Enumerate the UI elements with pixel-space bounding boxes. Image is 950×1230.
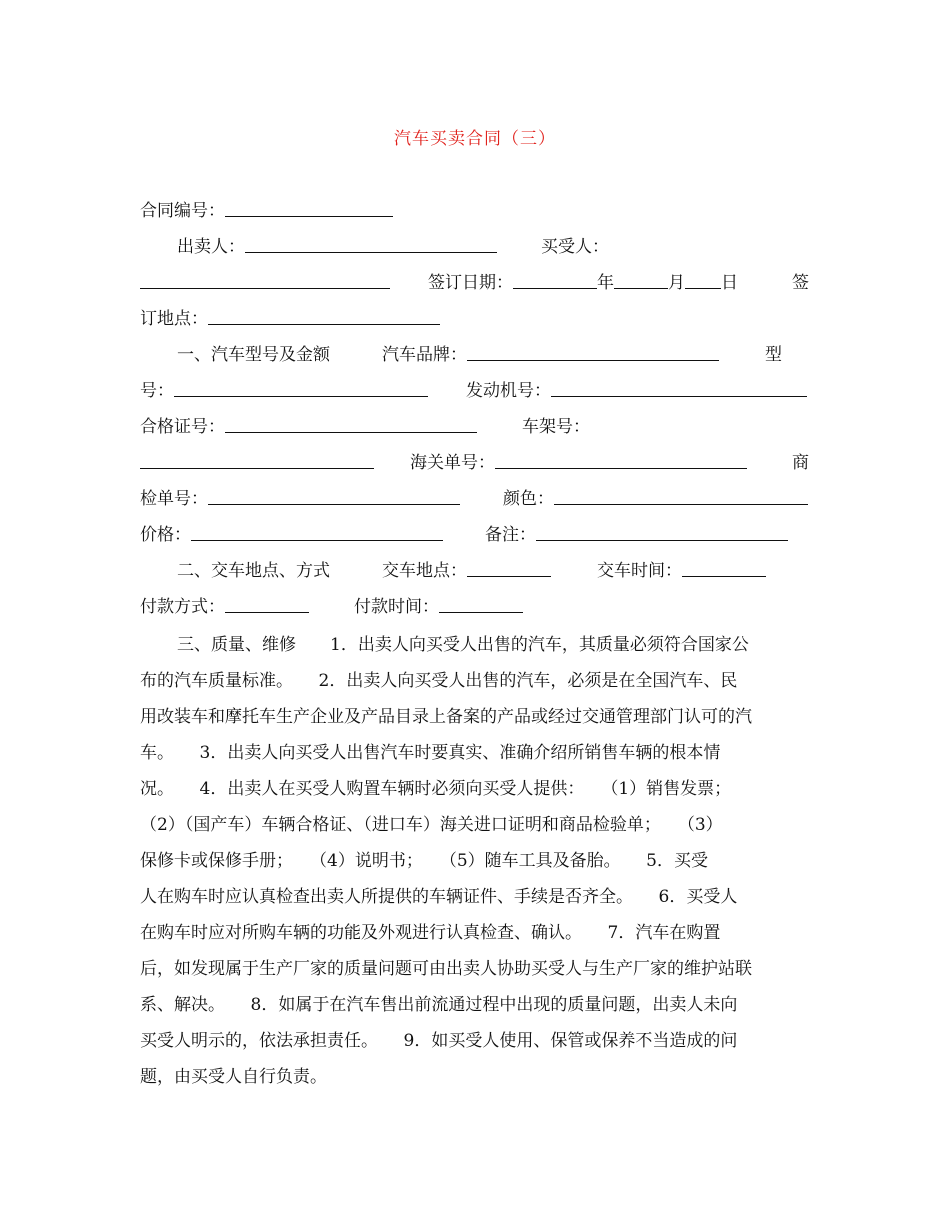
engine-row [466,378,807,404]
contract-no-label: 合同编号： [140,201,225,221]
price-blank [191,523,443,541]
day-label: 日 [721,273,738,293]
delivery-place-blank [467,559,551,577]
section3-line-text: 系、解决。 8．如属于在汽车售出前流通过程中出现的质量问题，出卖人未向 [140,995,738,1015]
pay-time-row [354,594,523,620]
year-blank [513,271,597,289]
delivery-time-row [597,558,766,584]
year-label: 年 [597,273,614,293]
section3-line-text: 后，如发现属于生产厂家的质量问题可由出卖人协助买受人与生产厂家的维护站联 [140,959,752,979]
model-label: 号： [140,381,174,401]
color-label: 颜色： [503,489,554,509]
delivery-place-label: 交车地点： [382,561,467,581]
month-label: 月 [668,273,685,293]
section3-line [177,632,817,658]
day-blank [685,271,721,289]
section3-line [140,776,812,802]
brand-row [382,342,719,368]
section1-heading: 一、汽车型号及金额 [177,345,330,365]
buyer-blank-row [140,270,390,296]
remark-blank [536,523,788,541]
section3-line-text: 车。 3．出卖人向买受人出售汽车时要真实、准确介绍所销售车辆的根本情 [140,743,721,763]
sign-place-blank [208,307,440,325]
inspect-label: 检单号： [140,489,208,509]
customs-label: 海关单号： [410,453,495,473]
color-row [503,486,808,512]
brand-label: 汽车品牌： [382,345,467,365]
inspect-row [140,486,460,512]
section3-line-text: 用改装车和摩托车生产企业及产品目录上备案的产品或经过交通管理部门认可的汽 [140,707,752,727]
section3-line [140,956,812,982]
model-prefix: 型 [765,345,782,365]
section3-line [140,884,812,910]
pay-method-label: 付款方式： [140,597,225,617]
frame-label: 车架号： [522,417,590,437]
section3-line [140,1028,812,1054]
pay-method-row [140,594,309,620]
brand-blank [467,343,719,361]
section3-line [140,812,812,838]
section3-line [140,704,812,730]
pay-method-blank [225,595,309,613]
sign-place-row [140,306,440,332]
section3-line [140,740,812,766]
color-blank [554,487,808,505]
pay-time-blank [439,595,523,613]
section3-line-text: 买受人明示的，依法承担责任。 9．如买受人使用、保管或保养不当造成的问 [140,1031,738,1051]
cert-label: 合格证号： [140,417,225,437]
section3-line [140,848,812,874]
month-blank [614,271,668,289]
contract-no-row [140,198,393,224]
section3-line-text: 题，由买受人自行负责。 [140,1067,327,1087]
buyer-label: 买受人： [541,237,609,257]
document-title: 汽车买卖合同（三） [394,129,556,149]
section3-line-text: 保修卡或保修手册； （4）说明书； （5）随车工具及备胎。 5．买受 [140,851,708,871]
section3-line-text: 人在购车时应认真检查出卖人所提供的车辆证件、手续是否齐全。 6．买受人 [140,887,738,907]
section3-line [140,1064,812,1090]
sign-date-row [428,270,738,296]
sign-place-prefix: 签 [792,273,809,293]
model-row [140,378,428,404]
cert-blank [225,415,477,433]
price-row [140,522,443,548]
frame-blank [140,451,374,469]
seller-row [177,234,497,260]
inspect-blank [208,487,460,505]
delivery-time-label: 交车时间： [597,561,682,581]
contract-no-blank [225,199,393,217]
section3-line [140,668,812,694]
cert-row [140,414,477,440]
engine-label: 发动机号： [466,381,551,401]
remark-row [485,522,788,548]
delivery-time-blank [682,559,766,577]
customs-row [410,450,747,476]
model-blank [174,379,428,397]
section3-line-text: （2）（国产车）车辆合格证、（进口车）海关进口证明和商品检验单； （3） [140,815,723,835]
pay-time-label: 付款时间： [354,597,439,617]
remark-label: 备注： [485,525,536,545]
section3-line-text: 三、质量、维修 1．出卖人向买受人出售的汽车，其质量必须符合国家公 [177,635,749,655]
section3-line-text: 布的汽车质量标准。 2．出卖人向买受人出售的汽车，必须是在全国汽车、民 [140,671,738,691]
seller-blank [245,235,497,253]
section3-line [140,920,812,946]
inspect-prefix: 商 [792,453,809,473]
customs-blank [495,451,747,469]
sign-place-label: 订地点： [140,309,208,329]
delivery-place-row [382,558,551,584]
seller-label: 出卖人： [177,237,245,257]
sign-date-label: 签订日期： [428,273,513,293]
section3-line [140,992,812,1018]
frame-blank-row [140,450,374,476]
section2-heading: 二、交车地点、方式 [177,561,330,581]
engine-blank [551,379,807,397]
price-label: 价格： [140,525,191,545]
section3-line-text: 在购车时应对所购车辆的功能及外观进行认真检查、确认。 7．汽车在购置 [140,923,721,943]
section3-line-text: 况。 4．出卖人在买受人购置车辆时必须向买受人提供： （1）销售发票； [140,779,732,799]
buyer-blank [140,271,390,289]
